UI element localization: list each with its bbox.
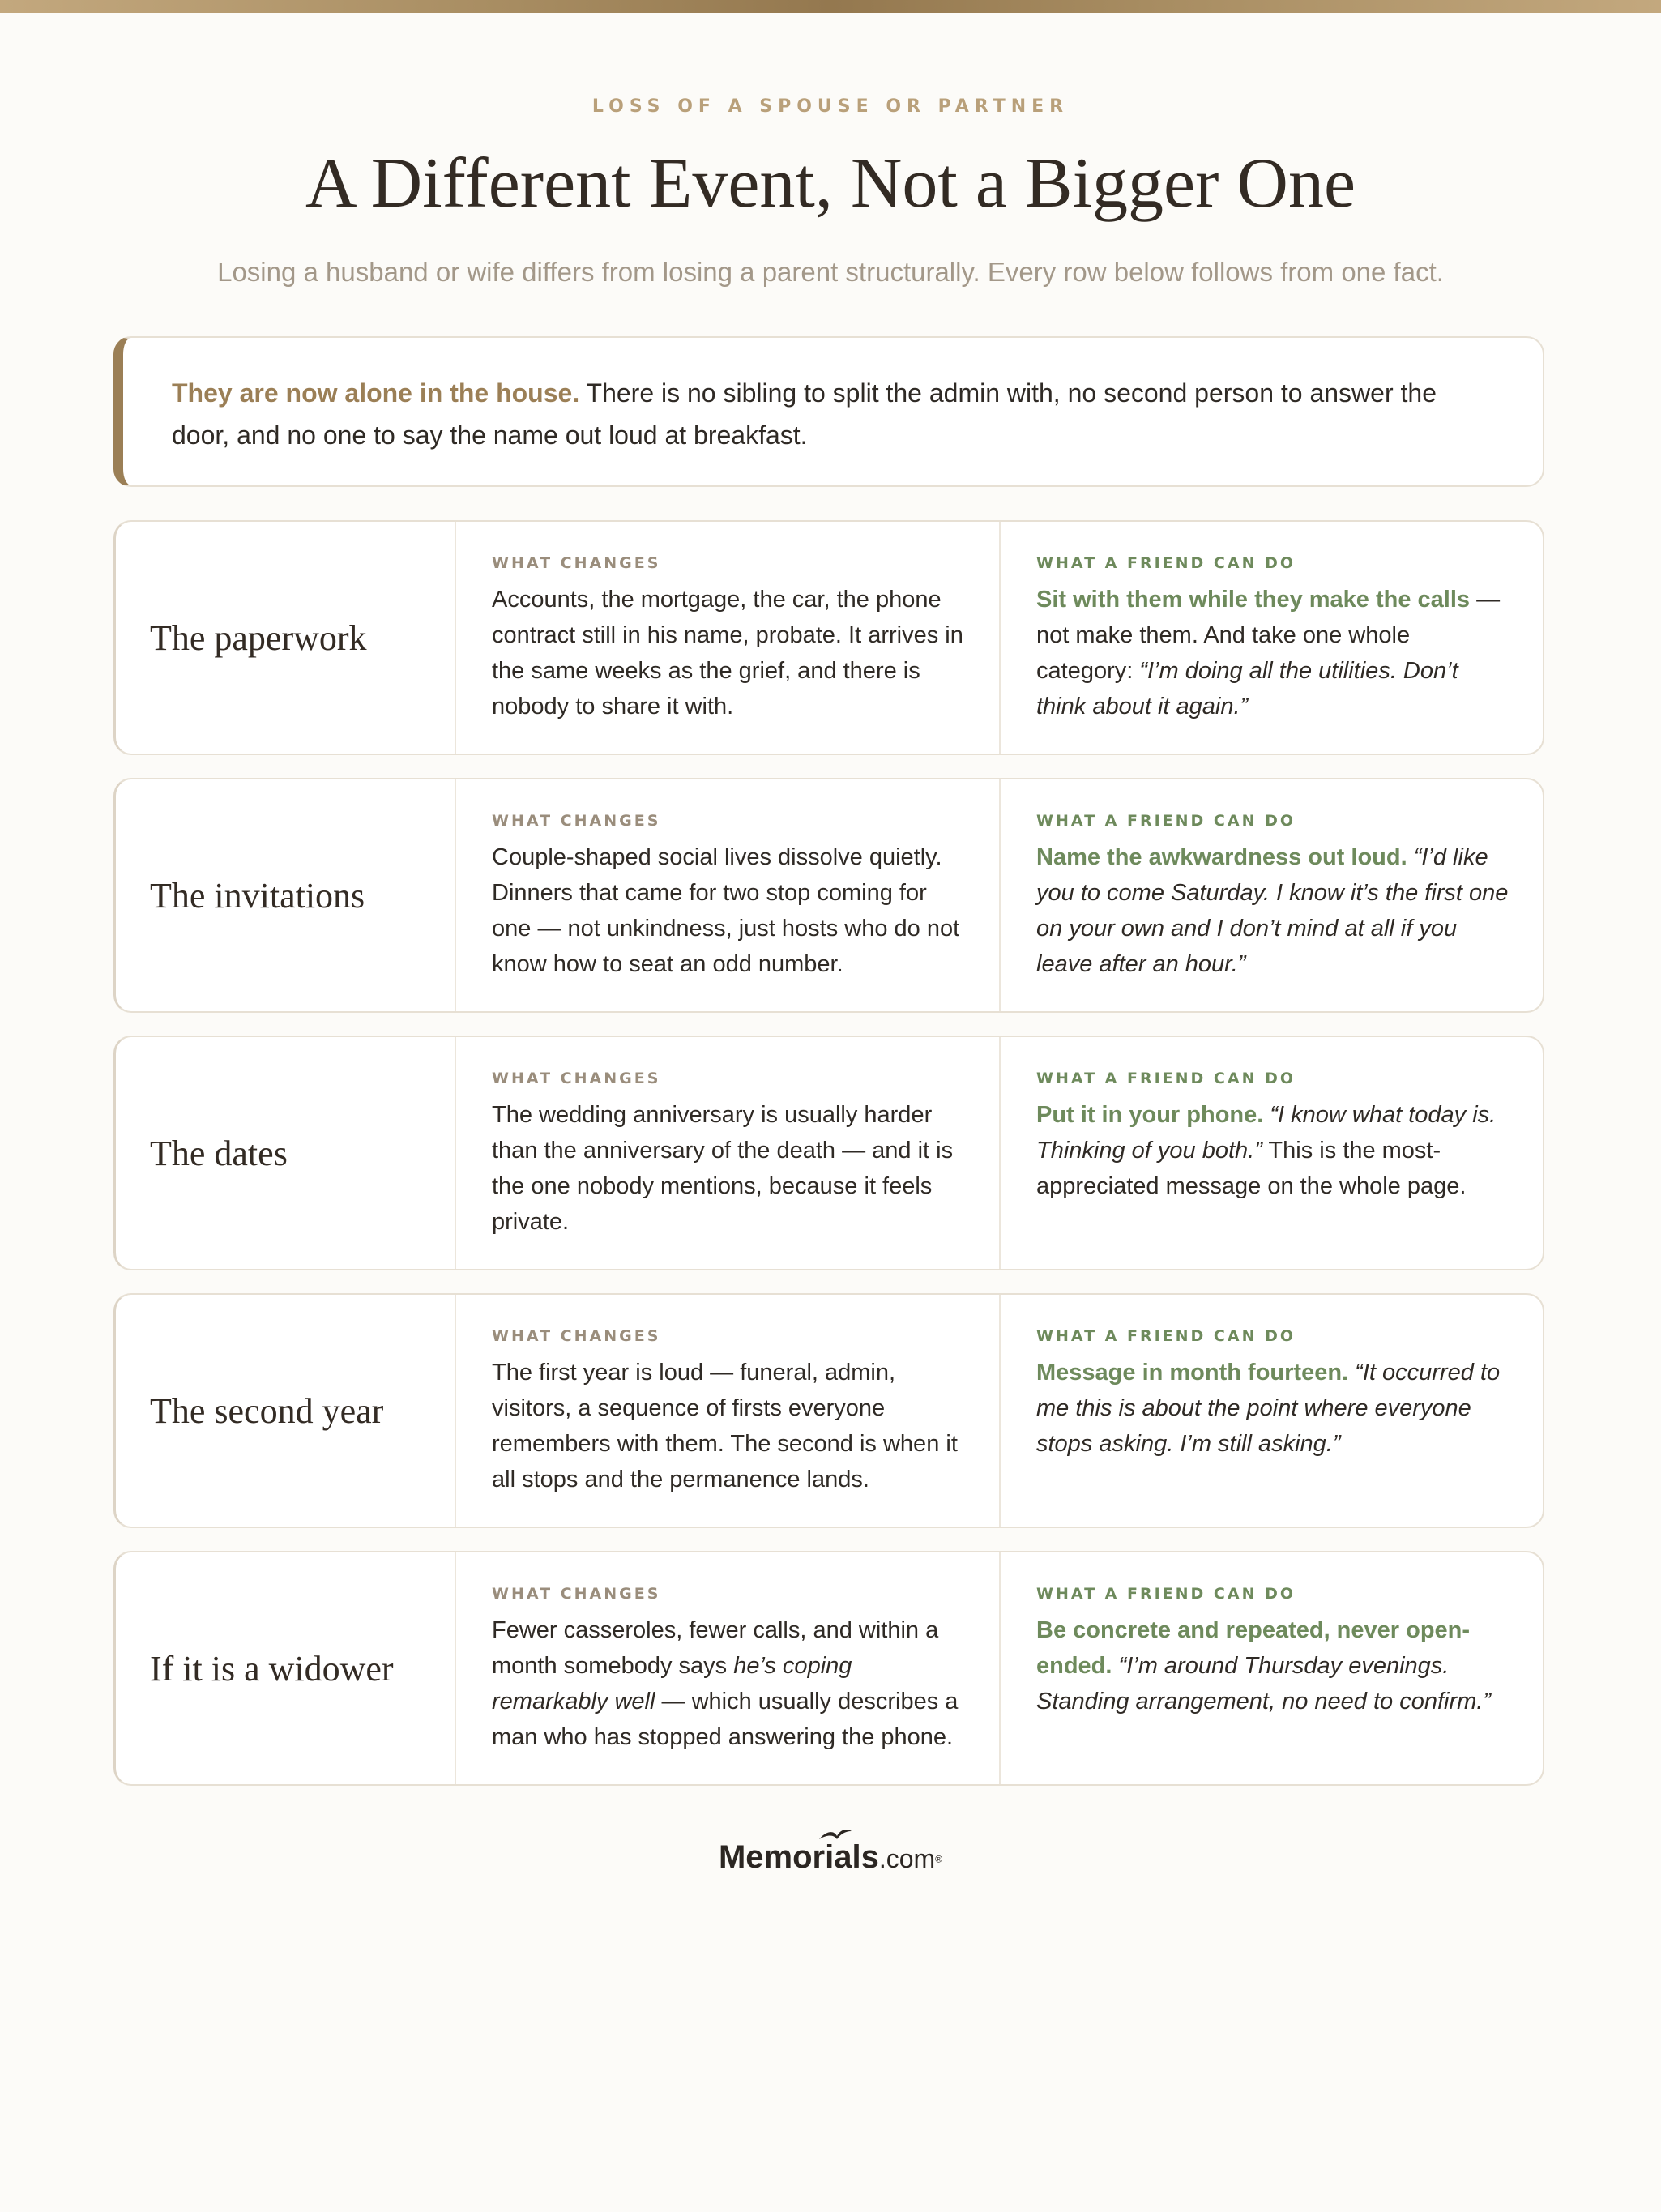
friend-action-text	[1036, 839, 1509, 982]
friend-action-label: WHAT A FRIEND CAN DO	[1036, 1070, 1296, 1087]
row-title: The second year	[116, 1295, 456, 1527]
friend-text-post: This is the most-appreciated message on the whole page.	[1036, 1138, 1467, 1199]
what-changes-label: WHAT CHANGES	[492, 1327, 661, 1345]
logo-wordmark	[719, 1833, 942, 1889]
eyebrow-label: LOSS OF A SPOUSE OR PARTNER	[591, 96, 1070, 117]
what-changes-text	[492, 1612, 965, 1755]
table-row	[113, 1036, 1544, 1270]
friend-action-cell	[1001, 1037, 1543, 1269]
friend-strong-text: Message in month fourteen.	[1036, 1360, 1349, 1386]
callout-strong-text: They are now alone in the house.	[172, 378, 580, 408]
what-changes-label: WHAT CHANGES	[492, 812, 661, 830]
row-title: If it is a widower	[116, 1552, 456, 1784]
callout-body-text: There is no sibling to split the admin with, no second person to answer the door, and no one to say the name out loud at breakfast.	[172, 378, 1437, 450]
row-title: The invitations	[116, 779, 456, 1011]
top-accent-bar	[0, 0, 1661, 13]
changes-text-part: Accounts, the mortgage, the car, the phone contract still in his name, probate. It arrives in the same weeks as the grief, and there is nobody to share it with.	[492, 587, 963, 720]
what-changes-text	[492, 839, 965, 982]
what-changes-label: WHAT CHANGES	[492, 1585, 661, 1603]
friend-text	[1407, 844, 1414, 870]
key-fact-callout	[113, 336, 1544, 487]
friend-action-text	[1036, 1612, 1509, 1719]
bird-swoosh-icon	[818, 1826, 853, 1843]
page-title: A Different Event, Not a Bigger One	[305, 144, 1356, 223]
what-changes-cell	[456, 522, 1001, 754]
friend-action-cell	[1001, 779, 1543, 1011]
friend-quote: “I’m doing all the utilities. Don’t think about it again.”	[1036, 658, 1458, 720]
changes-text-part: Fewer casseroles, fewer calls, and within a month somebody says	[492, 1617, 939, 1679]
friend-action-label: WHAT A FRIEND CAN DO	[1036, 1585, 1296, 1603]
table-row	[113, 778, 1544, 1013]
friend-action-text	[1036, 582, 1509, 724]
friend-text	[1112, 1653, 1118, 1679]
row-title: The dates	[116, 1037, 456, 1269]
what-changes-cell	[456, 1552, 1001, 1784]
friend-quote: “I’d like you to come Saturday. I know it’s the first one on your own and I don’t mind at all if you leave after an hour.”	[1036, 844, 1509, 977]
what-changes-text	[492, 582, 965, 724]
friend-action-cell	[1001, 1552, 1543, 1784]
logo-main-text: Memorials	[718, 1839, 879, 1875]
logo-tld-text: .com	[878, 1844, 936, 1873]
friend-quote: “I’m around Thursday evenings. Standing arrangement, no need to confirm.”	[1036, 1653, 1491, 1715]
table-row	[113, 1293, 1544, 1528]
what-changes-text	[492, 1097, 965, 1240]
changes-text-part: Couple-shaped social lives dissolve quietly. Dinners that came for two stop coming for one — not unkindness, just hosts who do not know how to seat an odd number.	[492, 844, 960, 977]
friend-action-text	[1036, 1355, 1509, 1462]
friend-strong-text: Name the awkwardness out loud.	[1036, 844, 1407, 870]
changes-text-part-2: — which usually describes a man who has stopped answering the phone.	[492, 1689, 959, 1750]
what-changes-text	[492, 1355, 965, 1497]
changes-text-part: The first year is loud — funeral, admin, visitors, a sequence of firsts everyone remembers with them. The second is when it all stops and the permanence lands.	[492, 1360, 958, 1492]
friend-action-label: WHAT A FRIEND CAN DO	[1036, 554, 1296, 572]
friend-action-text	[1036, 1097, 1509, 1204]
friend-action-label: WHAT A FRIEND CAN DO	[1036, 1327, 1296, 1345]
what-changes-label: WHAT CHANGES	[492, 554, 661, 572]
friend-text: — not make them. And take one whole category:	[1036, 587, 1501, 684]
friend-action-cell	[1001, 522, 1543, 754]
friend-strong-text: Be concrete and repeated, never open-ended.	[1036, 1617, 1471, 1679]
what-changes-cell	[456, 1295, 1001, 1527]
what-changes-cell	[456, 779, 1001, 1011]
friend-strong-text: Put it in your phone.	[1036, 1102, 1264, 1128]
what-changes-cell	[456, 1037, 1001, 1269]
what-changes-label: WHAT CHANGES	[492, 1070, 661, 1087]
friend-action-label: WHAT A FRIEND CAN DO	[1036, 812, 1296, 830]
changes-italic-part: he’s coping remarkably well	[492, 1653, 852, 1715]
friend-text	[1348, 1360, 1355, 1386]
page-subtitle: Losing a husband or wife differs from losing a parent structurally. Every row below follows from one fact.	[217, 257, 1444, 287]
logo-registered-mark: ®	[935, 1853, 943, 1865]
table-row	[113, 1551, 1544, 1786]
friend-quote: “I know what today is. Thinking of you both.”	[1036, 1102, 1497, 1164]
row-title: The paperwork	[116, 522, 456, 754]
friend-quote: “It occurred to me this is about the point where everyone stops asking. I’m still asking.”	[1036, 1360, 1501, 1457]
memorials-logo[interactable]	[0, 1833, 1661, 1889]
changes-text-part: The wedding anniversary is usually harder than the anniversary of the death — and it is the one nobody mentions, because it feels private.	[492, 1102, 954, 1235]
friend-strong-text: Sit with them while they make the calls	[1036, 587, 1471, 613]
table-row	[113, 520, 1544, 755]
friend-action-cell	[1001, 1295, 1543, 1527]
